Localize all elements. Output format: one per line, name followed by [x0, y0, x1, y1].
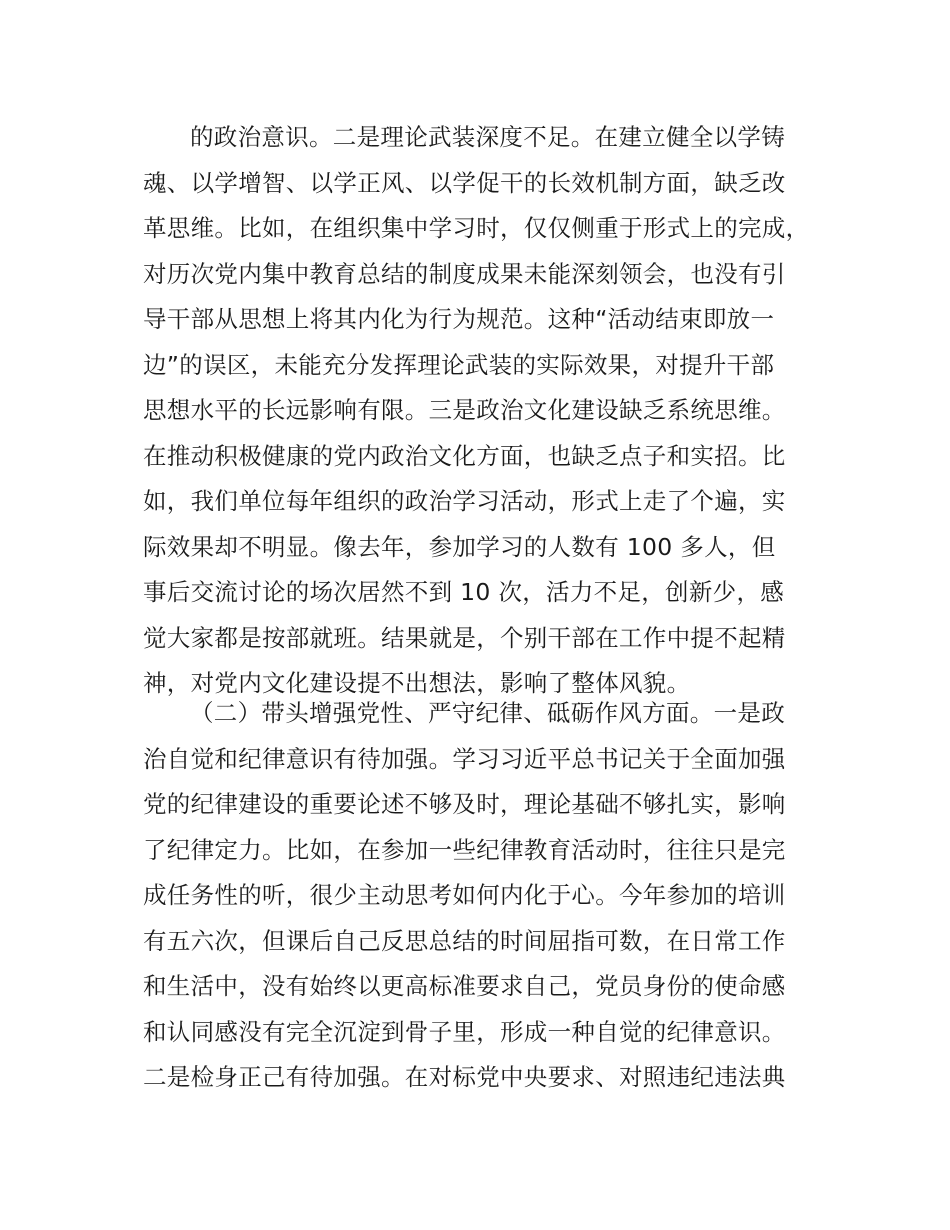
text-line: 成任务性的听，很少主动思考如何内化于心。今年参加的培训	[143, 881, 786, 909]
text-line: 的政治意识。二是理论武装深度不足。在建立健全以学铸	[190, 123, 785, 151]
text-line: 导干部从思想上将其内化为行为规范。这种“活动结束即放一	[143, 305, 775, 333]
text-line: 革思维。比如，在组织集中学习时，仅仅侧重于形式上的完成，	[143, 214, 810, 242]
paragraph-2	[143, 691, 843, 1101]
text-line: 有五六次，但课后自己反思总结的时间屈指可数，在日常工作	[143, 926, 786, 955]
text-line: 了纪律定力。比如，在参加一些纪律教育活动时，往往只是完	[143, 835, 786, 864]
text-line: 如，我们单位每年组织的政治学习活动，形式上走了个遍，实	[143, 487, 786, 515]
text-line: 对历次党内集中教育总结的制度成果未能深刻领会，也没有引	[143, 259, 786, 288]
text-line: 思想水平的长远影响有限。三是政治文化建设缺乏系统思维。	[143, 396, 786, 424]
text-line: 和生活中，没有始终以更高标准要求自己，党员身份的使命感	[143, 972, 786, 1000]
text-line: 事后交流讨论的场次居然不到 10 次，活力不足，创新少，感	[143, 578, 785, 606]
text-line: 二是检身正己有待加强。在对标党中央要求、对照违纪违法典	[143, 1063, 786, 1091]
text-line: （二）带头增强党性、严守纪律、砥砺作风方面。一是政	[190, 699, 785, 727]
text-line: 际效果却不明显。像去年，参加学习的人数有 100 多人，但	[143, 532, 776, 561]
text-line: 觉大家都是按部就班。结果就是，个别干部在工作中提不起精	[143, 623, 786, 652]
text-line: 神，对党内文化建设提不出想法，影响了整体风貌。	[143, 669, 691, 697]
text-line: 和认同感没有完全沉淀到骨子里，形成一种自觉的纪律意识。	[143, 1017, 786, 1046]
text-line: 边”的误区，未能充分发挥理论武装的实际效果，对提升干部	[143, 350, 775, 379]
text-line: 魂、以学增智、以学正风、以学促干的长效机制方面，缺乏改	[143, 168, 786, 197]
paragraph-1	[143, 115, 843, 707]
text-line: 在推动积极健康的党内政治文化方面，也缺乏点子和实招。比	[143, 441, 786, 470]
text-line: 党的纪律建设的重要论述不够及时，理论基础不够扎实，影响	[143, 790, 786, 818]
text-line: 治自觉和纪律意识有待加强。学习习近平总书记关于全面加强	[143, 744, 786, 773]
